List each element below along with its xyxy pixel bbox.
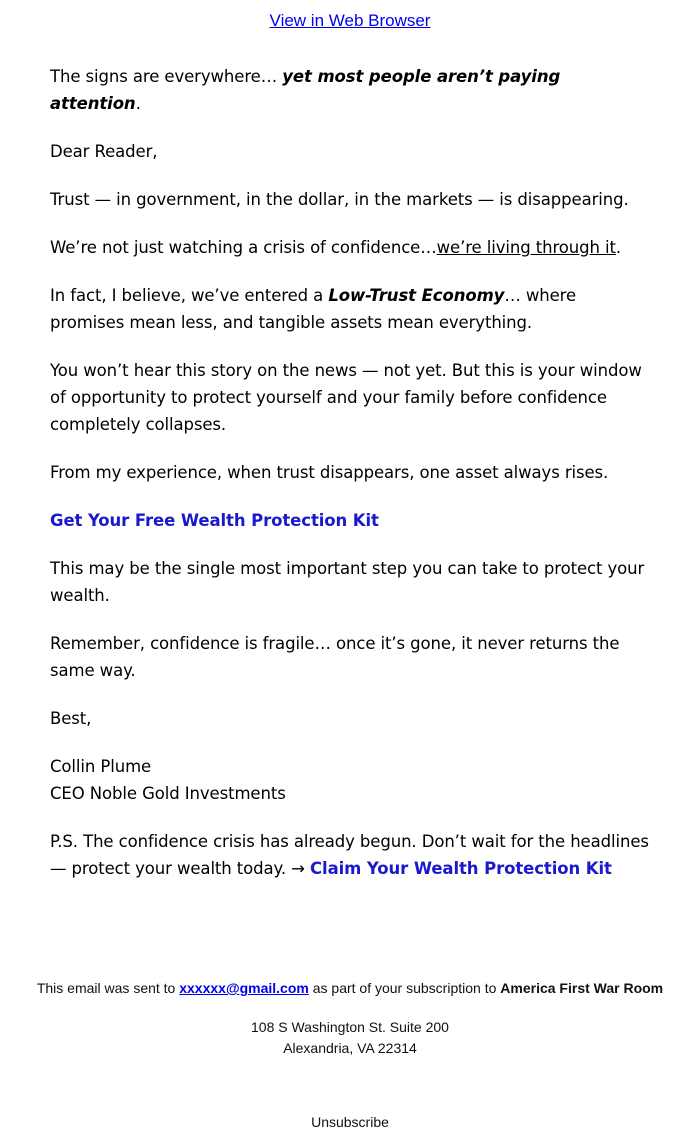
signature [50,753,650,807]
remember-paragraph: Remember, confidence is fragile… once it’s gone, it never returns the same way. [50,634,620,680]
experience-paragraph: From my experience, when trust disappears, one asset always rises. [50,463,609,482]
unsubscribe-wrap [0,1112,700,1133]
address-line-2: Alexandria, VA 22314 [283,1040,417,1056]
greeting: Dear Reader, [50,142,158,161]
step-paragraph: This may be the single most important step you can take to protect your wealth. [50,559,645,605]
intro-end: . [135,94,141,113]
intro-text: The signs are everywhere… [50,67,283,86]
crisis-underline: we’re living through it [436,238,616,257]
trust-paragraph: Trust — in government, in the dollar, in the markets — is disappearing. [50,190,629,209]
signoff: Best, [50,709,92,728]
crisis-text: We’re not just watching a crisis of confidence… [50,238,437,257]
recipient-email-link[interactable]: xxxxxx@gmail.com [179,980,309,996]
ps-paragraph [50,828,650,882]
header [0,10,700,32]
fact-paragraph [50,282,650,336]
cta-paragraph [50,507,650,534]
claim-kit-link[interactable]: Claim Your Wealth Protection Kit [310,859,612,878]
sent-middle: as part of your subscription to [308,980,501,996]
intro-emphasis: yet most people aren’t paying attention [50,67,561,113]
sent-prefix: This email was sent to [36,980,180,996]
view-in-browser-link[interactable]: View in Web Browser [269,11,431,30]
email-body [50,63,650,903]
sender-title: CEO Noble Gold Investments [50,784,286,803]
sender-name: Collin Plume [50,757,152,776]
fact-start: In fact, I believe, we’ve entered a [50,286,329,305]
subscription-notice [0,978,700,999]
unsubscribe-link[interactable]: Unsubscribe [311,1114,389,1130]
fact-end: … where promises mean less, and tangible assets mean everything. [50,286,577,332]
mailing-address [0,1017,700,1059]
crisis-paragraph [50,234,650,261]
address-line-1: 108 S Washington St. Suite 200 [251,1019,449,1035]
free-kit-link[interactable]: Get Your Free Wealth Protection Kit [50,511,379,530]
crisis-end: . [615,238,622,257]
list-name: America First War Room [500,980,664,996]
news-paragraph: You won’t hear this story on the news — not yet. But this is your window of opportunity to protect yourself and your family before confidence completely collapses. [50,361,642,434]
fact-emphasis: Low-Trust Economy [328,286,505,305]
ps-text: P.S. The confidence crisis has already begun. Don’t wait for the headlines — protect your wealth today. → [50,832,649,878]
intro-paragraph [50,63,650,117]
